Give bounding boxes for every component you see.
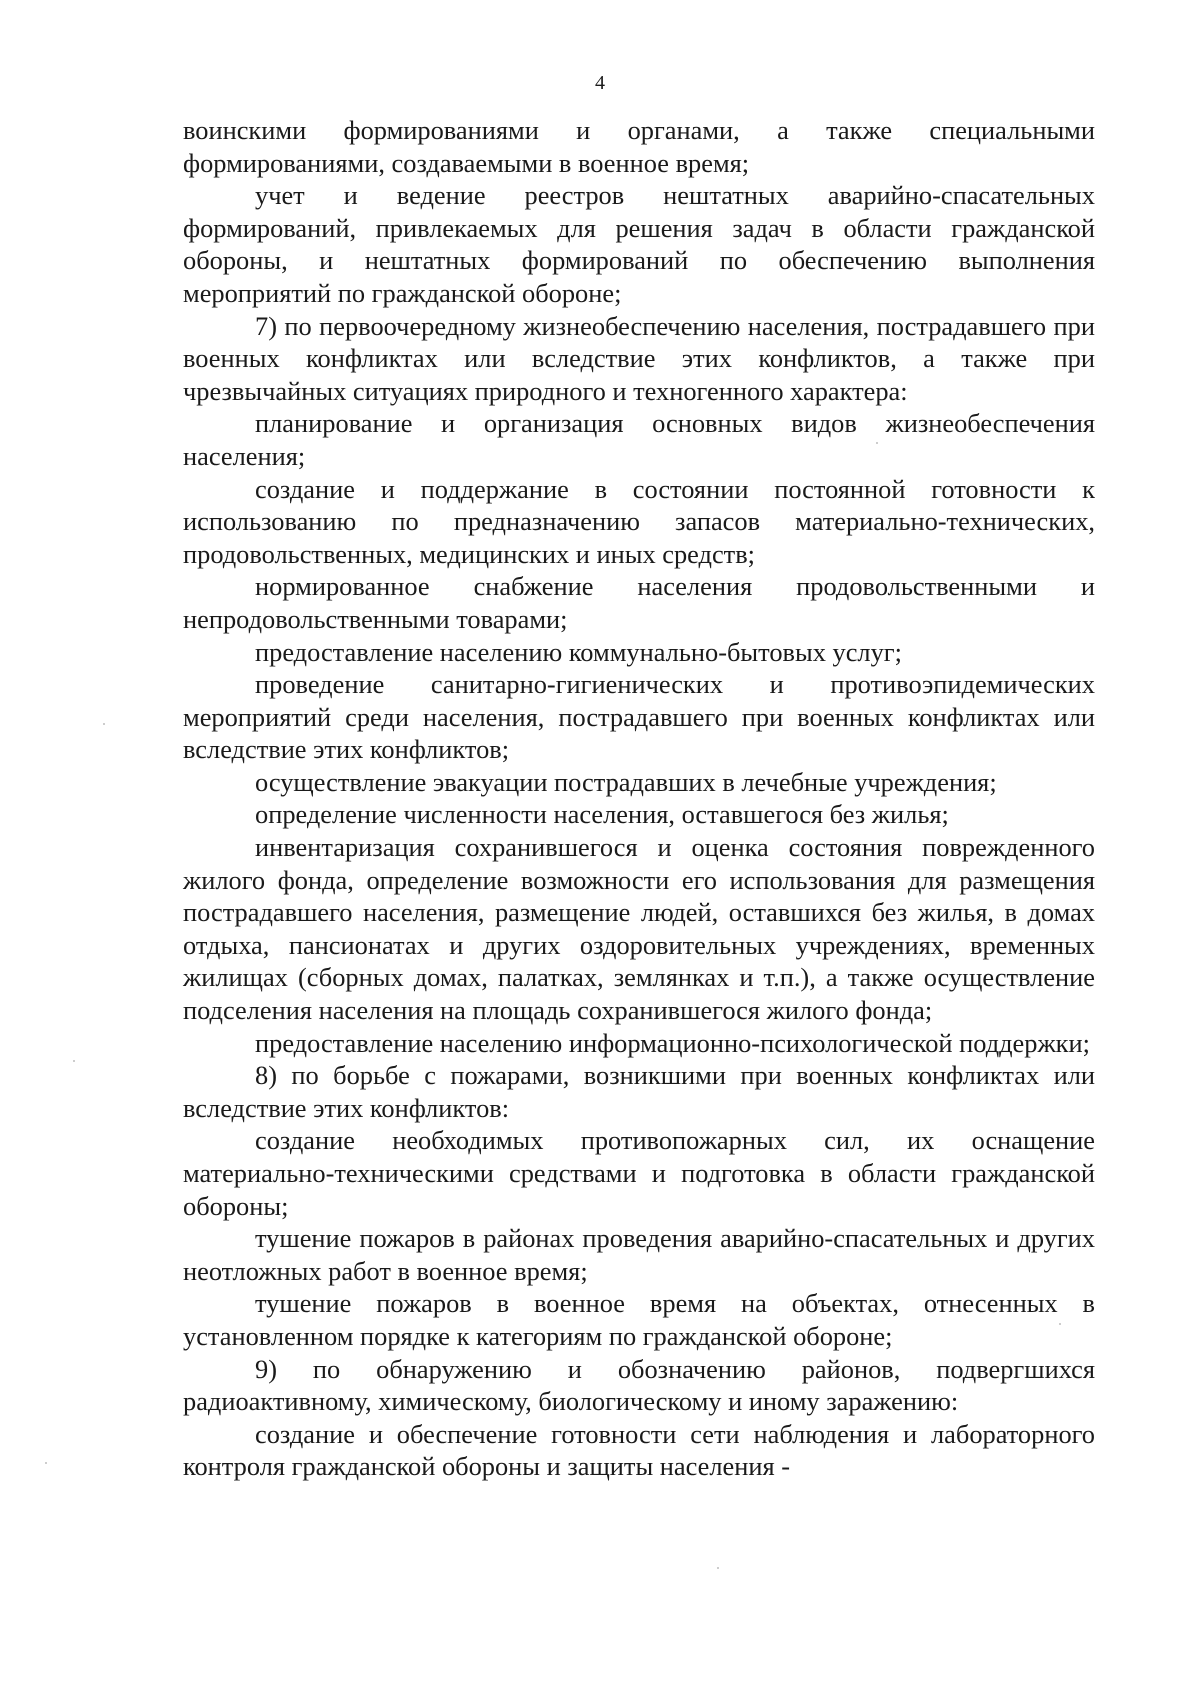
paragraph-18: создание и обеспечение готовности сети наблюдения и лабораторного контроля гражданской обороны и защиты населения - (183, 1418, 1095, 1482)
paragraph-15: тушение пожаров в районах проведения аварийно-спасательных и других неотложных работ в военное время; (183, 1223, 1095, 1286)
paragraph-17: 9) по обнаружению и обозначению районов, подвергшихся радиоактивному, химическому, биологическому и иному заражению: (183, 1353, 1095, 1417)
paragraph-7: предоставление населению коммунально-бытовых услуг; (255, 636, 902, 667)
paragraph-2: учет и ведение реестров нештатных аварийно-спасательных формирований, привлекаемых для решения задач в области гражданской обороны, и нештатных формирований по обеспечению выполнения мероприятий по гражданской обороне; (183, 180, 1095, 308)
paragraph-13: 8) по борьбе с пожарами, возникшими при военных конфликтах или вследствие этих конфликтов: (183, 1060, 1095, 1123)
paragraph-8: проведение санитарно-гигиенических и противоэпидемических мероприятий среди населения, пострадавшего при военных конфликтах или вследствие этих конфликтов; (183, 669, 1095, 765)
paragraph-14: создание необходимых противопожарных сил, их оснащение материально-техническими средствами и подготовка в области гражданской обороны; (183, 1125, 1095, 1221)
scan-speck (73, 1060, 75, 1062)
paragraph-6: нормированное снабжение населения продовольственными и непродовольственными товарами; (183, 571, 1095, 634)
scan-speck (717, 1567, 719, 1569)
paragraph-5: создание и поддержание в состоянии постоянной готовности к использованию по предназначению запасов материально-технических, продовольственных, медицинских и иных средств; (183, 473, 1095, 569)
paragraph-10: определение численности населения, оставшегося без жилья; (255, 799, 949, 830)
paragraph-4: планирование и организация основных видов жизнеобеспечения населения; (183, 408, 1095, 471)
paragraph-9: осуществление эвакуации пострадавших в лечебные учреждения; (255, 766, 997, 797)
scan-speck (45, 1462, 47, 1464)
page-number: 4 (595, 72, 605, 94)
paragraph-1: воинскими формированиями и органами, а также специальными формированиями, создаваемыми в военное время; (183, 115, 1095, 178)
scan-speck (103, 723, 105, 725)
scan-speck (1059, 1323, 1061, 1325)
paragraph-16: тушение пожаров в военное время на объектах, отнесенных в установленном порядке к категориям по гражданской обороне; (183, 1288, 1095, 1351)
paragraph-3: 7) по первоочередному жизнеобеспечению населения, пострадавшего при военных конфликтах или вследствие этих конфликтов, а также при чрезвычайных ситуациях природного и техногенного характера: (183, 310, 1095, 406)
scan-speck (876, 442, 878, 444)
paragraph-11: инвентаризация сохранившегося и оценка состояния поврежденного жилого фонда, определение возможности его использования для размещения пострадавшего населения, размещение людей, оставшихся без жилья, в домах отдыха, пансионатах и других оздоровительных учреждениях, временных жилищах (сборных домах, палатках, землянках и т.п.), а также осуществление подселения населения на площадь сохранившегося жилого фонда; (183, 832, 1095, 1026)
document-body (183, 114, 1095, 1483)
paragraph-12: предоставление населению информационно-психологической поддержки; (255, 1027, 1090, 1058)
